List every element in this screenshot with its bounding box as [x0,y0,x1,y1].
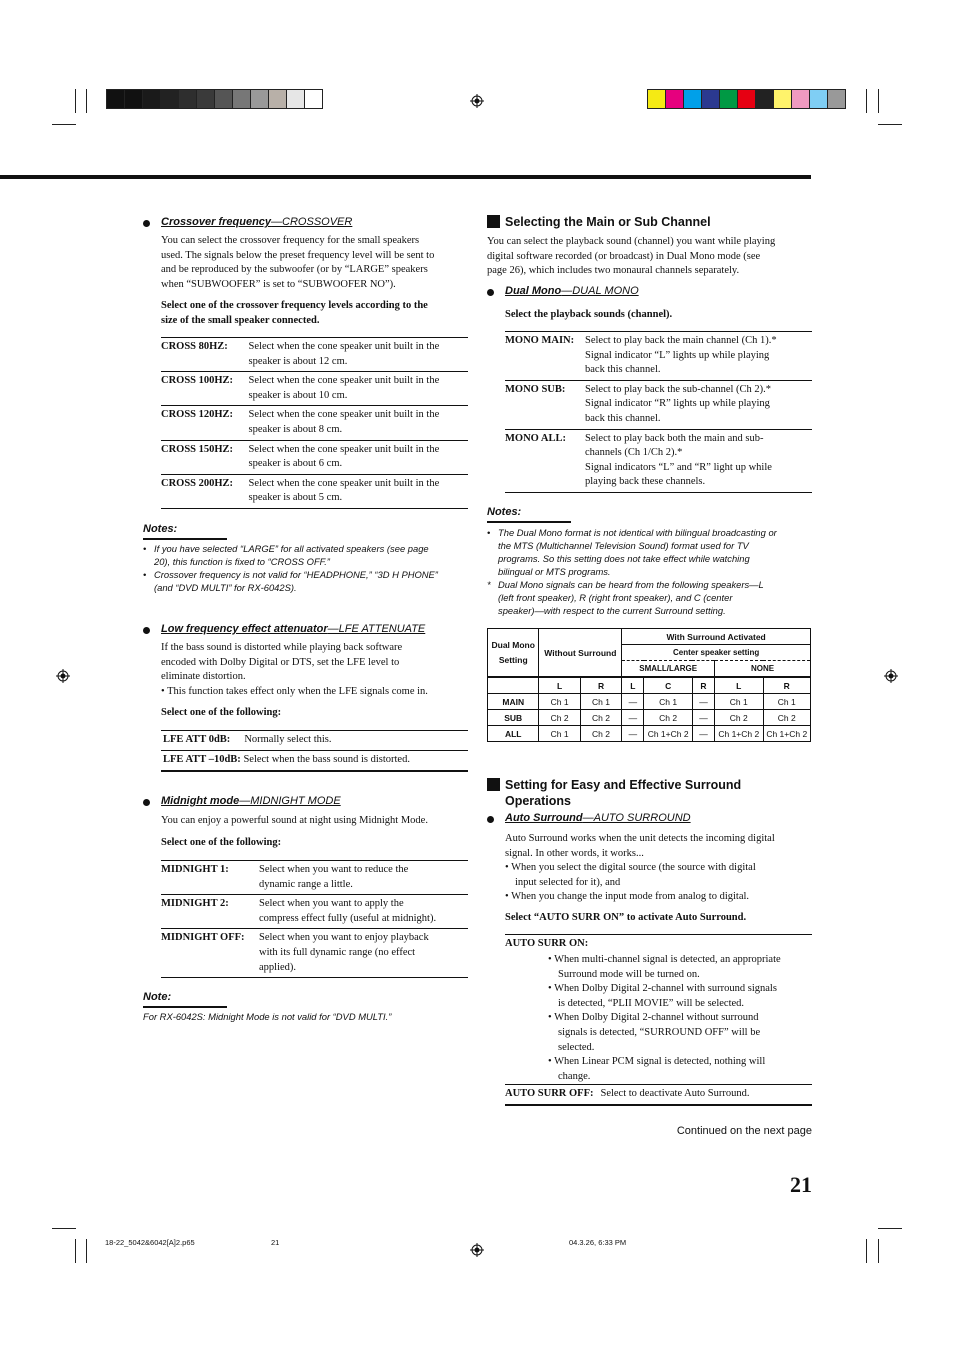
color-swatch [161,90,179,108]
option-key: CROSS 120HZ: [161,409,234,421]
row-header: MAIN [488,694,539,710]
color-swatch [684,90,702,108]
registration-mark-icon [884,669,898,683]
header-none: NONE [715,661,811,678]
section-square-icon [487,778,500,791]
bullet-icon [487,289,494,296]
table-cell: Ch 1 [539,694,580,710]
table-rule [161,730,468,731]
crop-mark [86,1239,87,1263]
lfe-option: LFE ATT –10dB: Select when the bass sound is distorted. [163,754,410,765]
color-swatch [269,90,287,108]
table-rule [505,1104,812,1106]
option-desc: Select when the cone speaker unit built in the speaker is about 5 cm. [248,477,440,504]
color-swatch [810,90,828,108]
table-row [488,694,811,710]
color-swatch [828,90,845,108]
auto-surround-bullets: • When you select the digital source (the source with digital input selected for it), and • When you change the input mode from analog to digital. [505,862,756,903]
footer-filename: 18-22_5042&6042[A]2.p65 [105,1238,195,1247]
note-item: • The Dual Mono format is not identical with bilingual broadcasting or the MTS (Multichannel Television Sound) format used for TV programs. So this setting does not take effect while watching bilingual or MTS programs. [487,527,777,577]
bullet-icon [143,799,150,806]
crop-mark [866,1239,867,1263]
auto-surround-instruction: Select “AUTO SURR ON” to activate Auto Surround. [505,912,747,923]
col-header: R [580,677,621,694]
color-swatch [792,90,810,108]
option-desc: Select when the cone speaker unit built in the speaker is about 12 cm. [248,341,440,367]
table-cell: Ch 2 [763,710,811,726]
table-cell: — [692,726,714,742]
option-desc: Select to play back both the main and sub- channels (Ch 1/Ch 2).* Signal indicators “L” and “R” light up while playing back these channels. [585,432,772,488]
table-cell: Ch 2 [580,726,621,742]
midnight-options-table [161,860,468,978]
option-key: CROSS 150HZ: [161,443,234,455]
crossover-heading: Crossover frequency—CROSSOVER [161,216,353,228]
option-desc: Select to play back the main channel (Ch 1).* Signal indicator “L” lights up while playing back this channel. [585,335,777,376]
option-key: CROSS 100HZ: [161,375,234,387]
dual-mono-heading: Dual Mono—DUAL MONO [505,285,639,297]
col-header: C [644,677,692,694]
col-header: R [763,677,811,694]
crop-mark [75,89,76,113]
option-key: MIDNIGHT OFF: [161,932,245,944]
lfe-option: LFE ATT 0dB: Normally select this. [163,734,332,745]
table-cell: Ch 2 [715,710,763,726]
notes-rule [143,538,227,540]
color-calibration-bar [647,89,846,109]
footer-date: 04.3.26, 6:33 PM [569,1238,627,1247]
color-swatch [179,90,197,108]
option-key: CROSS 80HZ: [161,341,228,352]
registration-mark-icon [470,94,484,108]
dual-mono-speaker-table [487,628,811,742]
auto-surround-heading: Auto Surround—AUTO SURROUND [505,812,691,824]
table-cell: Ch 1+Ch 2 [763,726,811,742]
note-item: * Dual Mono signals can be heard from the following speakers—L (left front speaker), R (right front speaker), and C (center speaker)—with respect to the current Surround setting. [487,579,764,616]
option-desc: Select when the cone speaker unit built in the speaker is about 8 cm. [248,409,440,435]
option-key: CROSS 200HZ: [161,477,234,489]
note-item: For RX-6042S: Midnight Mode is not valid for “DVD MULTI.” [143,1011,392,1022]
easy-surround-heading: Setting for Easy and Effective Surround Operations [487,777,817,809]
option-desc: Select when you want to apply the compress effect fully (useful at midnight). [259,898,437,924]
crop-mark [75,1239,76,1263]
option-desc: Select when you want to reduce the dynamic range a little. [259,864,409,890]
color-swatch [251,90,269,108]
option-desc: Select when the cone speaker unit built in the speaker is about 10 cm. [248,375,440,401]
option-key: MONO SUB: [505,383,566,395]
page-number: 21 [790,1172,812,1197]
row-header: ALL [488,726,539,742]
table-rule [161,750,468,751]
dual-mono-options-table [505,331,812,493]
dual-mono-instruction: Select the playback sounds (channel). [505,309,673,320]
table-cell: — [692,710,714,726]
table-cell: Ch 1+Ch 2 [715,726,763,742]
bullet-icon [487,816,494,823]
gray-calibration-bar [106,89,323,109]
lfe-instruction: Select one of the following: [161,707,282,718]
header-without-surround: Without Surround [539,629,622,678]
main-sub-heading: Selecting the Main or Sub Channel [487,214,817,230]
lfe-heading: Low frequency effect attenuator—LFE ATTENUATE [161,623,426,635]
table-cell: — [622,726,644,742]
auto-surr-off: AUTO SURR OFF: Select to deactivate Auto Surround. [505,1088,750,1099]
table-cell: Ch 2 [580,710,621,726]
midnight-body: You can enjoy a powerful sound at night using Midnight Mode. [161,815,428,826]
col-header: R [692,677,714,694]
color-swatch [197,90,215,108]
row-header: SUB [488,710,539,726]
col-header: L [622,677,644,694]
midnight-instruction: Select one of the following: [161,837,282,848]
auto-surr-on-key: AUTO SURR ON: [505,938,589,949]
note-item: • Crossover frequency is not valid for “HEADPHONE,” “3D H PHONE” (and “DVD MULTI” for RX-6042S). [143,569,438,593]
note-item: • If you have selected “LARGE” for all activated speakers (see page 20), this function is fixed to “CROSS OFF.” [143,543,429,567]
option-key: MIDNIGHT 2: [161,898,229,910]
crop-mark [86,89,87,113]
color-swatch [756,90,774,108]
color-swatch [774,90,792,108]
lfe-body: If the bass sound is distorted while playing back software encoded with Dolby Digital or DTS, set the LFE level to eliminate distortion. • This function takes effect only when the LFE signals come in. [161,642,428,697]
crossover-instruction: Select one of the crossover frequency levels according to the size of the small speaker connected. [161,300,428,326]
crop-mark [878,124,902,125]
registration-mark-icon [56,669,70,683]
notes-title: Notes: [487,506,522,518]
option-desc: Select when you want to enjoy playback with its full dynamic range (no effect applied). [259,932,429,973]
auto-surround-body: Auto Surround works when the unit detects the incoming digital signal. In other words, it works... [505,833,775,859]
main-sub-body: You can select the playback sound (channel) you want while playing digital software recorded (or broadcast) in Dual Mono mode (see page 26), which includes two monaural channels separately. [487,236,776,277]
col-header: L [539,677,580,694]
bullet-icon [143,627,150,634]
bullet-icon [143,220,150,227]
table-row [488,710,811,726]
crop-mark [52,1228,76,1229]
crop-mark [52,124,76,125]
header-dual-mono: Dual Mono Setting [488,629,539,678]
table-cell: — [692,694,714,710]
crop-mark [878,89,879,113]
table-cell: Ch 2 [644,710,692,726]
color-swatch [143,90,161,108]
option-desc: Select to play back the sub-channel (Ch 2).* Signal indicator “R” lights up while playing back this channel. [585,383,772,424]
notes-title: Notes: [143,523,178,535]
crop-mark [878,1228,902,1229]
notes-rule [487,521,571,523]
table-rule [505,1084,812,1085]
table-cell: Ch 1 [715,694,763,710]
table-cell: Ch 1 [580,694,621,710]
table-rule [161,770,468,772]
notes-rule [143,1006,227,1008]
option-key: MONO MAIN: [505,335,575,346]
table-cell [488,677,539,694]
table-row [488,726,811,742]
option-key: MONO ALL: [505,432,566,444]
header-small-large: SMALL/LARGE [622,661,715,678]
header-center-setting: Center speaker setting [622,645,811,661]
option-key: MIDNIGHT 1: [161,864,229,875]
table-cell: Ch 1 [644,694,692,710]
registration-mark-icon [470,1243,484,1257]
color-swatch [720,90,738,108]
header-with-surround: With Surround Activated [622,629,811,645]
color-swatch [305,90,322,108]
crossover-options-table [161,337,468,509]
note-title: Note: [143,991,172,1003]
auto-surr-on-items: • When multi-channel signal is detected, an appropriate Surround mode will be turned on. • When Dolby Digital 2-channel with surround signals is detected, “PLII MOVIE” will be selected. • When Dolby Digital 2-channel without surround signals is detected, “SURROUND OFF” will be selected. • When Linear PCM signal is detected, nothing will change. [548,954,781,1082]
table-cell: — [622,710,644,726]
color-swatch [666,90,684,108]
color-swatch [738,90,756,108]
table-cell: Ch 1 [539,726,580,742]
table-cell: — [622,694,644,710]
option-desc: Select when the cone speaker unit built in the speaker is about 6 cm. [248,443,440,470]
table-cell: Ch 1+Ch 2 [644,726,692,742]
table-cell: Ch 2 [539,710,580,726]
header-rule [0,175,811,179]
color-swatch [702,90,720,108]
color-swatch [233,90,251,108]
table-rule [505,934,812,935]
section-square-icon [487,215,500,228]
color-swatch [215,90,233,108]
color-swatch [287,90,305,108]
crop-mark [866,89,867,113]
color-swatch [648,90,666,108]
color-swatch [107,90,125,108]
color-swatch [125,90,143,108]
col-header: L [715,677,763,694]
continued-label: Continued on the next page [676,1125,812,1137]
midnight-heading: Midnight mode—MIDNIGHT MODE [161,795,341,807]
crossover-body: You can select the crossover frequency for the small speakers used. The signals below the preset frequency level will be sent to and be reproduced by the subwoofer (or by “LARGE” speakers when “SUBWOOFER” is set to “SUBWOOFER NO”). [161,235,435,290]
crop-mark [878,1239,879,1263]
table-cell: Ch 1 [763,694,811,710]
footer-page: 21 [271,1238,280,1247]
